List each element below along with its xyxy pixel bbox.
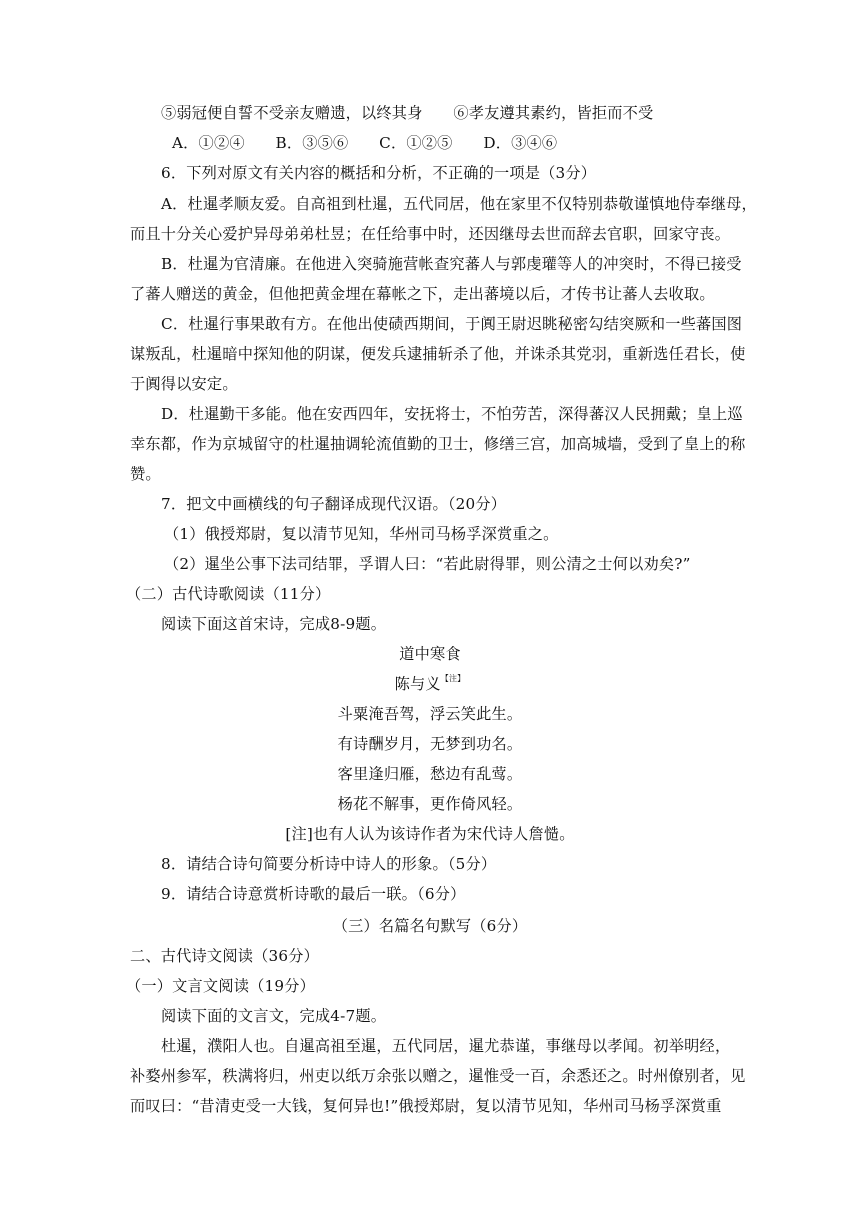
section-ancient-prose: 二、古代诗文阅读（36分）	[130, 947, 319, 965]
question-8: 8．请结合诗句简要分析诗中诗人的形象。（5分）	[161, 855, 497, 873]
q6-option-d-line3: 赞。	[130, 465, 161, 483]
q6-option-c-line1: C．杜暹行事果敢有方。在他出使碛西期间，于阗王尉迟眺秘密勾结突厥和一些蕃国图	[161, 315, 743, 333]
prose-line-1: 杜暹，濮阳人也。自暹高祖至暹，五代同居，暹尤恭谨，事继母以孝闻。初举明经，	[161, 1037, 731, 1055]
section-ancient-poetry: （二）古代诗歌阅读（11分）	[126, 585, 331, 603]
question-7: 7．把文中画横线的句子翻译成现代汉语。（20分）	[161, 495, 507, 513]
q6-option-a-line1: A．杜暹孝顺友爱。自高祖到杜暹，五代同居，他在家里不仅特别恭敬谨慎地侍奉继母，	[161, 195, 757, 213]
poetry-instruction: 阅读下面这首宋诗，完成8-9题。	[161, 615, 387, 633]
q6-option-a-line2: 而且十分关心爱护异母弟弟杜昱；在任给事中时，还因继母去世而辞去官职，回家守丧。	[130, 225, 731, 243]
q6-option-d-line1: D．杜暹勤干多能。他在安西四年，安抚将士，不怕劳苦，深得蕃汉人民拥戴；皇上巡	[161, 405, 743, 423]
poem-title: 道中寒食	[399, 645, 461, 663]
poem-line-3: 客里逢归雁，愁边有乱莺。	[337, 765, 523, 783]
prose-line-2: 补婺州参军，秩满将归，州吏以纸万余张以赠之，暹惟受一百，余悉还之。时州僚别者，见	[130, 1067, 746, 1085]
answer-choices-5: A．①②④ B．③⑤⑥ C．①②⑤ D．③④⑥	[172, 134, 558, 152]
prose-instruction: 阅读下面的文言文，完成4-7题。	[161, 1007, 387, 1025]
q6-option-b-line2: 了蕃人赠送的黄金，但他把黄金埋在幕帐之下，走出蕃境以后，才传书让蕃人去收取。	[130, 285, 715, 303]
poem-line-1: 斗粟淹吾驾，浮云笑此生。	[337, 705, 523, 723]
question-9: 9．请结合诗意赏析诗歌的最后一联。（6分）	[161, 885, 466, 903]
question-6: 6．下列对原文有关内容的概括和分析，不正确的一项是（3分）	[161, 164, 597, 182]
poem-author-name: 陈与义	[394, 675, 441, 693]
q6-option-c-line3: 于阗得以安定。	[130, 375, 238, 393]
q7-sentence-1: （1）俄授郑尉，复以清节见知，华州司马杨孚深赏重之。	[164, 525, 559, 543]
note-mark: 【注】	[440, 674, 466, 683]
poem-note: [注]也有人认为该诗作者为宋代诗人詹慥。	[285, 825, 575, 843]
q6-option-c-line2: 谋叛乱，杜暹暗中探知他的阴谋，便发兵逮捕斩杀了他，并诛杀其党羽，重新选任君长，使	[130, 345, 746, 363]
poem-line-2: 有诗酬岁月，无梦到功名。	[337, 735, 523, 753]
option-line-5-6: ⑤弱冠便自誓不受亲友赠遗，以终其身 ⑥孝友遵其素约，皆拒而不受	[161, 104, 654, 122]
q7-sentence-2: （2）暹坐公事下法司结罪，孚谓人曰：“若此尉得罪，则公清之士何以劝矣?”	[164, 555, 691, 573]
q6-option-d-line2: 幸东都，作为京城留守的杜暹抽调轮流值勤的卫士，修缮三宫，加高城墙，受到了皇上的称	[130, 435, 746, 453]
q6-option-b-line1: B．杜暹为官清廉。在他进入突骑施营帐查究蕃人与郭虔瓘等人的冲突时，不得已接受	[161, 255, 742, 273]
poem-line-4: 杨花不解事，更作倚风轻。	[337, 795, 523, 813]
poem-author	[0, 674, 860, 694]
section-famous-quotes: （三）名篇名句默写（6分）	[332, 917, 528, 935]
prose-line-3: 而叹曰：“昔清吏受一大钱，复何异也!”俄授郑尉，复以清节见知，华州司马杨孚深赏重	[130, 1097, 722, 1115]
section-classical-chinese: （一）文言文阅读（19分）	[126, 977, 315, 995]
